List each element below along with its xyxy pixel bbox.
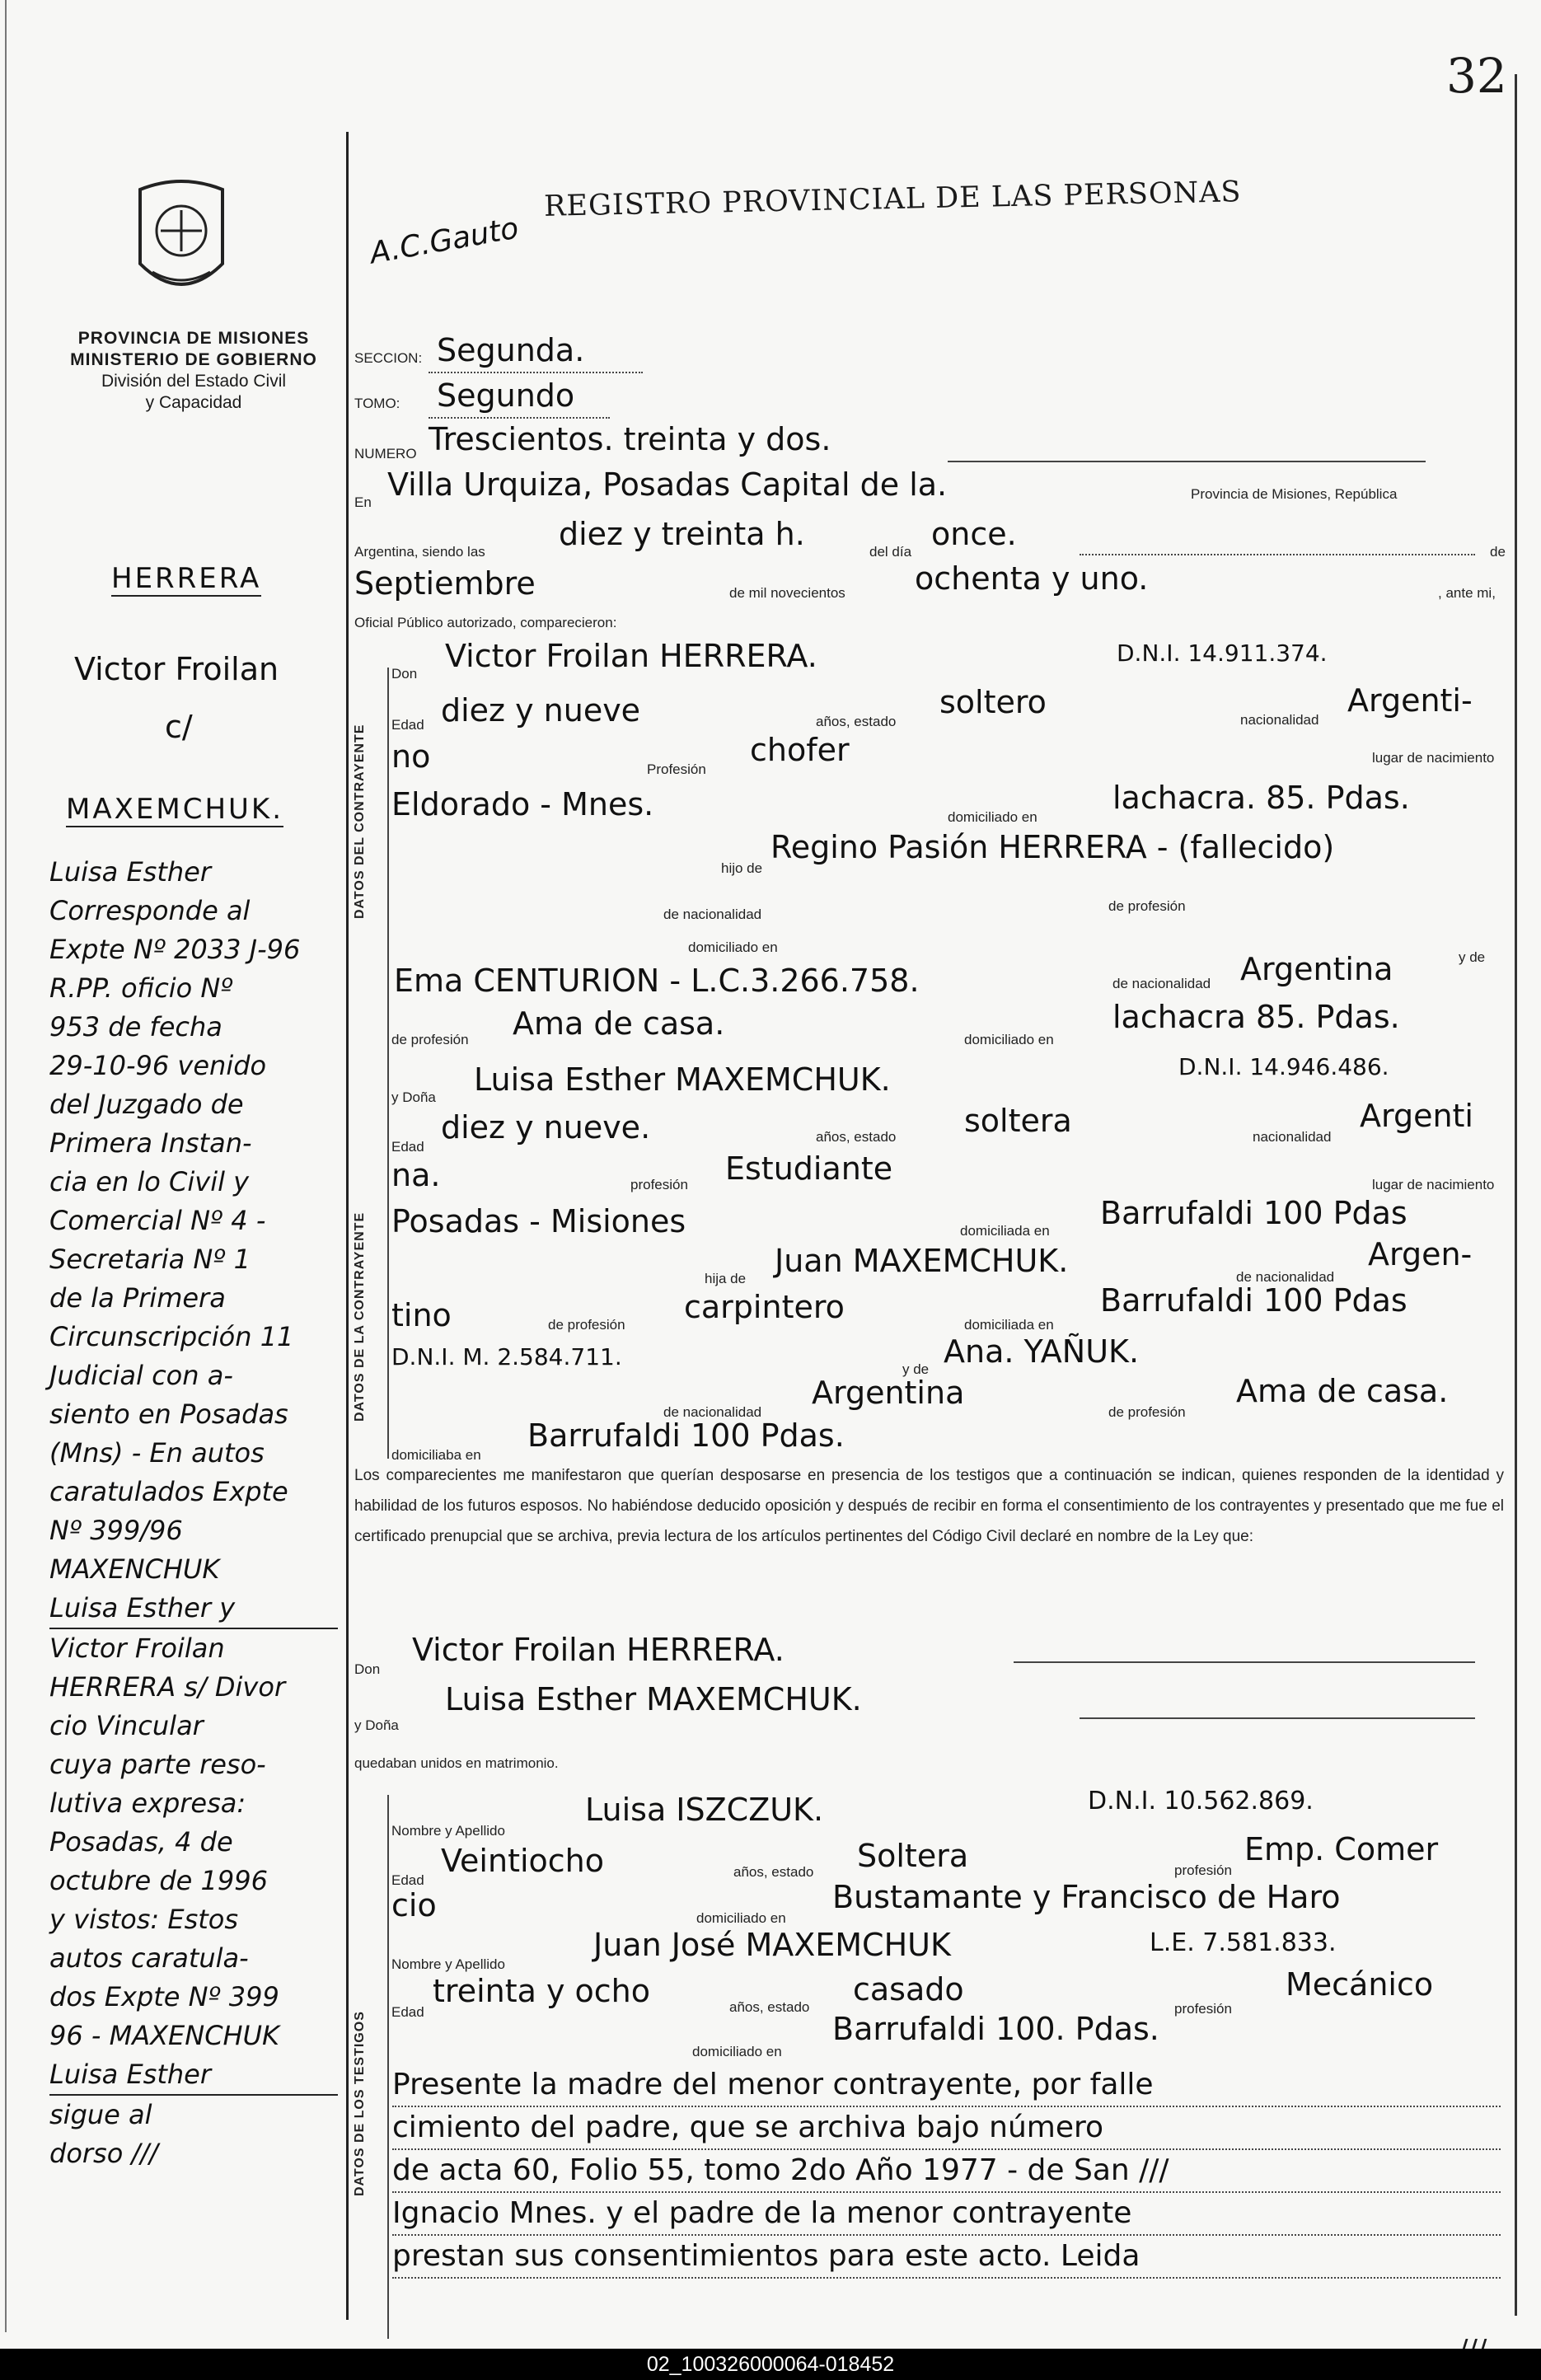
page-title: REGISTRO PROVINCIAL DE LAS PERSONAS — [543, 176, 1242, 223]
row-union-dona: y Doña Luisa Esther MAXEMCHUK. — [0, 1671, 1541, 1726]
quedaban-label: quedaban unidos en matrimonio. — [354, 1755, 559, 1771]
note-line: de acta 60, Folio 55, tomo 2do Año 1977 - de San /// — [392, 2150, 1501, 2193]
note-line: Ignacio Mnes. y el padre de la menor contrayente — [392, 2193, 1501, 2236]
bride-father-dni: D.N.I. M. 2.584.711. — [391, 1343, 622, 1370]
oficial-label: Oficial Público autorizado, comparecieron: — [354, 615, 617, 630]
image-id-footer: 02_100326000064-018452 — [0, 2349, 1541, 2380]
witness2-le: L.E. 7.581.833. — [1150, 1928, 1337, 1957]
bride-father: Juan MAXEMCHUK. — [775, 1243, 1069, 1279]
margin-surname2: MAXEMCHUK. — [66, 793, 283, 826]
row-hora: Argentina, siendo las diez y treinta h. del día once. de — [354, 516, 1506, 560]
groom-mother-profession: Ama de casa. — [513, 1005, 725, 1042]
witness2-profession: Mecánico — [1286, 1966, 1434, 2003]
page-number: 32 — [1446, 48, 1507, 104]
bride-mother-address: Barrufaldi 100 Pdas. — [527, 1417, 845, 1454]
margin-annotation: Luisa Esther Corresponde al Expte Nº 2033 J-96 R.PP. oficio Nº 953 de fecha 29-10-96 venido del Juzgado de Primera Instan- cia en lo Civil y Comercial Nº 4 - Secretaria Nº 1 de la Primera Circunscripción 11 Judicial con a- siento en Posadas (Mns) - En autos caratulados Expte Nº 399/96 MAXENCHUK Luisa Esther y Victor Froilan HERRERA s/ Divor cio Vincular cuya parte reso- lutiva expresa: Posadas, 4 de octubre de 1996 y vistos: Estos autos caratula- dos Expte Nº 399 96 - MAXENCHUK Luisa Esther sigue al dorso /// — [49, 853, 338, 2173]
declaration-text: Los comparecientes me manifestaron que querían desposarse en presencia de los testigos que a continuación se indican, quienes responden de la identidad y habilidad de los futuros esposos. No habiéndose deducido oposición y después de recibir en forma el consentimiento de los contrayentes y presentado que me fue el certificado prenupcial que se archiva, previa lectura de los artículos pertinentes del Código Civil declaré en nombre de la Ley que: — [354, 1467, 1504, 1545]
row-prof-f: na. profesión Estudiante lugar de nacimiento — [391, 1150, 1495, 1193]
groom-dni: D.N.I. 14.911.374. — [1117, 640, 1328, 667]
section-label-contrayente: DATOS DEL CONTRAYENTE — [353, 724, 367, 919]
witness1-age: Veintiocho — [441, 1843, 604, 1879]
groom-father: Regino Pasión HERRERA - (fallecido) — [770, 829, 1335, 865]
groom-mother: Ema CENTURION - L.C.3.266.758. — [394, 963, 920, 999]
tomo-value: Segundo — [437, 377, 575, 414]
handwritten-note — [392, 2064, 1501, 2279]
row-testigo2-edad: Edad treinta y ocho años, estado casado profesión Mecánico — [391, 1966, 1434, 2020]
bride-age: diez y nueve. — [441, 1109, 651, 1145]
row-union-don: Don Victor Froilan HERRERA. — [0, 1615, 1541, 1670]
row-madre-f: de nacionalidad Argentina de profesión Ama de casa. — [663, 1373, 1449, 1420]
groom-mother-nationality: Argentina — [1240, 951, 1393, 987]
ministry-name: MINISTERIO DE GOBIERNO — [70, 350, 317, 369]
note-line: prestan sus consentimientos para este acto. Leida — [392, 2236, 1501, 2279]
margin-connector: c/ — [165, 709, 193, 745]
note-line: Presente la madre del menor contrayente, por falle — [392, 2064, 1501, 2107]
row-padre-prof-f: tino de profesión carpintero domiciliada en Barrufaldi 100 Pdas — [391, 1282, 1408, 1333]
row-lugar: En Villa Urquiza, Posadas Capital de la. Provincia de Misiones, República — [354, 466, 1398, 510]
lugar-value: Villa Urquiza, Posadas Capital de la. — [387, 466, 948, 503]
section-label-testigos: DATOS DE LOS TESTIGOS — [353, 2011, 367, 2196]
hora-value: diez y treinta h. — [559, 516, 805, 552]
witness1-profession: Emp. Comer — [1244, 1831, 1439, 1867]
row-testigo1-edad: Edad Veintiocho años, estado Soltera profesión Emp. Comer — [391, 1831, 1439, 1888]
groom-profession: chofer — [750, 732, 850, 768]
division-line1: División del Estado Civil — [101, 372, 287, 391]
bride-father-address: Barrufaldi 100 Pdas — [1100, 1282, 1408, 1319]
row-dom-f: Posadas - Misiones domiciliada en Barrufaldi 100 Pdas — [391, 1195, 1408, 1239]
seccion-value: Segunda. — [437, 332, 585, 368]
row-madre-dom-f: domiciliaba en Barrufaldi 100 Pdas. — [391, 1417, 845, 1463]
row-profesion: no Profesión chofer lugar de nacimiento — [391, 732, 1495, 777]
witness2-name: Juan José MAXEMCHUK — [593, 1927, 951, 1963]
row-padre-dni-f: D.N.I. M. 2.584.711. y de Ana. YAÑUK. — [391, 1333, 1140, 1377]
row-testigo1-dom: cio domiciliado en Bustamante y Francisco de Haro — [391, 1879, 1341, 1926]
row-edad-f: Edad diez y nueve. años, estado soltera nacionalidad Argenti — [391, 1098, 1473, 1155]
groom-birthplace: Eldorado - Mnes. — [391, 786, 654, 822]
numero-value: Trescientos. treinta y dos. — [429, 421, 831, 457]
bride-profession: Estudiante — [725, 1150, 893, 1187]
row-numero: NUMERO Trescientos. treinta y dos. — [0, 416, 1541, 471]
row-padre: hijo de Regino Pasión HERRERA - (fallecido) — [721, 829, 1335, 876]
witness1-dni: D.N.I. 10.562.869. — [1088, 1787, 1314, 1815]
division-line2: y Capacidad — [145, 393, 242, 412]
groom-status: soltero — [939, 684, 1047, 720]
section-label-contrayente-f: DATOS DE LA CONTRAYENTE — [353, 1211, 367, 1422]
groom-address: lachacra. 85. Pdas. — [1112, 780, 1410, 816]
bride-dni: D.N.I. 14.946.486. — [1178, 1053, 1389, 1080]
row-domicilio: Eldorado - Mnes. domiciliado en lachacra. 85. Pdas. — [391, 780, 1410, 825]
mes-value: Septiembre — [354, 565, 536, 602]
anio-value: ochenta y uno. — [915, 560, 1149, 597]
margin-name1: Victor Froilan — [74, 651, 279, 687]
witness1-status: Soltera — [857, 1838, 969, 1874]
bride-address: Barrufaldi 100 Pdas — [1100, 1195, 1408, 1231]
row-edad: Edad diez y nueve años, estado soltero nacionalidad Argenti- — [391, 682, 1473, 733]
dia-value: once. — [931, 516, 1017, 552]
row-padre-datos: de nacionalidad de profesión — [663, 898, 1186, 922]
row-seccion: SECCION: Segunda. — [0, 326, 1541, 380]
groom-name: Victor Froilan HERRERA. — [445, 638, 817, 674]
bride-mother-nationality: Argentina — [812, 1375, 965, 1411]
union-bride: Luisa Esther MAXEMCHUK. — [445, 1681, 862, 1717]
row-padre-domicilio: domiciliado en y de — [688, 939, 1486, 965]
witness2-age: treinta y ocho — [433, 1973, 651, 2009]
row-tomo: TOMO: Segundo — [0, 371, 1541, 425]
row-don: Don Victor Froilan HERRERA. D.N.I. 14.911.374. — [391, 638, 1328, 682]
row-testigo2-dom: domiciliado en Barrufaldi 100. Pdas. — [692, 2011, 1159, 2059]
margin-surname1: HERRERA — [111, 562, 262, 595]
row-madre: Ema CENTURION - L.C.3.266.758. de nacionalidad Argentina — [394, 951, 1393, 999]
bride-nationality: Argenti — [1360, 1098, 1473, 1134]
row-dona: y Doña Luisa Esther MAXEMCHUK. D.N.I. 14.946.486. — [391, 1053, 1389, 1105]
union-groom: Victor Froilan HERRERA. — [412, 1632, 785, 1668]
bride-mother: Ana. YAÑUK. — [944, 1333, 1140, 1370]
witness1-address: Bustamante y Francisco de Haro — [832, 1879, 1341, 1915]
handwritten-initials: A.C.Gauto — [367, 211, 522, 271]
bride-mother-profession: Ama de casa. — [1236, 1373, 1449, 1409]
note-line: cimiento del padre, que se archiva bajo número — [392, 2107, 1501, 2150]
bride-name: Luisa Esther MAXEMCHUK. — [474, 1061, 891, 1098]
groom-age: diez y nueve — [441, 692, 641, 729]
witness2-address: Barrufaldi 100. Pdas. — [832, 2011, 1159, 2047]
province-name: PROVINCIA DE MISIONES — [77, 329, 310, 348]
row-padre-f: hija de Juan MAXEMCHUK. de nacionalidad Argen- — [705, 1236, 1473, 1286]
bride-father-profession: carpintero — [684, 1289, 845, 1325]
coat-of-arms-icon — [132, 173, 231, 305]
bride-status: soltera — [964, 1103, 1072, 1139]
row-madre-prof: de profesión Ama de casa. domiciliado en lachacra 85. Pdas. — [391, 999, 1400, 1047]
groom-mother-address: lachacra 85. Pdas. — [1112, 999, 1400, 1035]
witness2-status: casado — [853, 1971, 964, 2008]
witness1-name: Luisa ISZCZUK. — [585, 1792, 824, 1828]
row-testigo2: Nombre y Apellido Juan José MAXEMCHUK L.E. 7.581.833. — [391, 1927, 1337, 1972]
row-mes: Septiembre de mil novecientos ochenta y uno. , ante mi, — [354, 560, 1496, 602]
bride-birthplace: Posadas - Misiones — [391, 1203, 686, 1239]
groom-nationality: Argenti- — [1347, 682, 1473, 719]
row-testigo1: Nombre y Apellido Luisa ISZCZUK. D.N.I. 10.562.869. — [391, 1787, 1314, 1839]
